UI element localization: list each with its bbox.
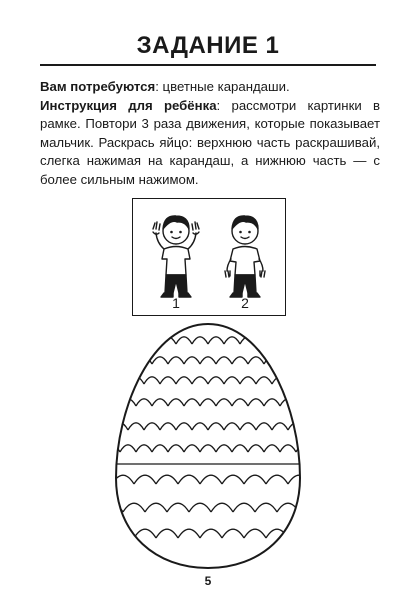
instruction-paragraph bbox=[40, 97, 380, 190]
boys-illustration bbox=[133, 199, 284, 314]
task-text bbox=[40, 78, 380, 190]
scallop-row bbox=[112, 475, 304, 484]
figure-label-2: 2 bbox=[241, 295, 249, 311]
instruction-text: : рассмотри картинки в рамке. Повтори 3 раза движения, которые показывает мальчик. Раскрась яйцо: верхнюю часть раскрашивай, слегка нажимая на карандаш, а нижнюю часть — с более сильным нажимом. bbox=[40, 97, 380, 187]
page-number: 5 bbox=[204, 574, 212, 588]
patterned-egg-outline bbox=[112, 320, 304, 572]
scallop-row bbox=[112, 445, 304, 452]
materials-paragraph bbox=[40, 78, 380, 97]
materials-text: : цветные карандаши. bbox=[155, 79, 290, 94]
scallop-row bbox=[112, 357, 304, 364]
scallop-row bbox=[112, 399, 304, 406]
scallop-row bbox=[112, 423, 304, 430]
illustration-frame bbox=[132, 198, 286, 316]
scallop-row bbox=[112, 503, 304, 512]
page-title: ЗАДАНИЕ 1 bbox=[136, 32, 280, 59]
scallop-row bbox=[112, 337, 304, 344]
figure-label-1: 1 bbox=[172, 295, 180, 311]
boy-hands-up-icon bbox=[153, 216, 199, 297]
materials-label: Вам потребуются bbox=[40, 79, 156, 94]
boy-hands-down-icon bbox=[225, 216, 265, 297]
scallop-row bbox=[112, 529, 304, 538]
instruction-label: Инструкция для ребёнка bbox=[40, 97, 217, 113]
scallop-row bbox=[112, 377, 304, 384]
title-underline bbox=[40, 64, 376, 66]
